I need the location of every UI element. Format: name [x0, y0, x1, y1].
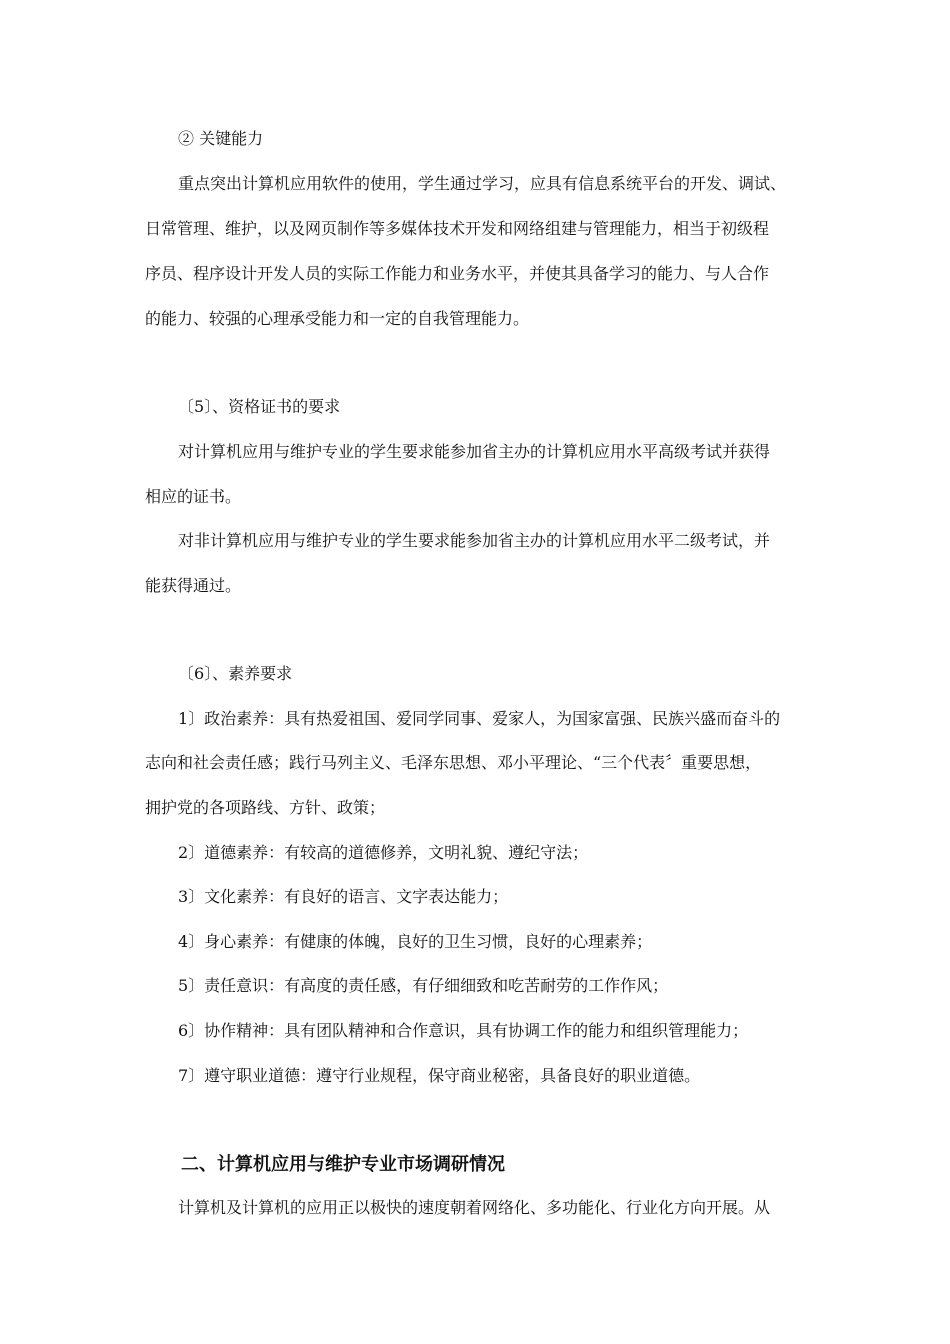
paragraph-line: 相应的证书。 [145, 487, 242, 506]
list-item: 7〕遵守职业道德：遵守行业规程，保守商业秘密，具备良好的职业道德。 [178, 1066, 701, 1085]
subsection-title-certificates: 〔5〕、资格证书的要求 [178, 397, 341, 416]
list-item-line: 1〕政治素养：具有热爱祖国、爱同学同事、爱家人，为国家富强、民族兴盛而奋斗的 [178, 709, 781, 728]
subsection-title-key-abilities: ② 关键能力 [178, 129, 264, 148]
list-item: 6〕协作精神：具有团队精神和合作意识，具有协调工作的能力和组织管理能力； [178, 1021, 749, 1040]
paragraph-line: 日常管理、维护，以及网页制作等多媒体技术开发和网络组建与管理能力，相当于初级程 [145, 219, 770, 238]
list-item: 5〕责任意识：有高度的责任感，有仔细细致和吃苦耐劳的工作作风； [178, 976, 669, 995]
section-heading: 二、计算机应用与维护专业市场调研情况 [181, 1154, 505, 1175]
paragraph-line: 能获得通过。 [145, 576, 242, 595]
list-item-line: 志向和社会责任感；践行马列主义、毛泽东思想、邓小平理论、“三个代表〞重要思想， [145, 753, 762, 772]
list-item: 4〕身心素养：有健康的体魄，良好的卫生习惯，良好的心理素养； [178, 932, 653, 951]
paragraph-line: 计算机及计算机的应用正以极快的速度朝着网络化、多功能化、行业化方向开展。从 [178, 1198, 771, 1217]
paragraph-line: 序员、程序设计开发人员的实际工作能力和业务水平，并使其具备学习的能力、与人合作 [145, 264, 770, 283]
list-item: 2〕道德素养：有较高的道德修养，文明礼貌、遵纪守法； [178, 843, 589, 862]
paragraph-line: 对计算机应用与维护专业的学生要求能参加省主办的计算机应用水平高级考试并获得 [178, 442, 771, 461]
paragraph-line: 的能力、较强的心理承受能力和一定的自我管理能力。 [145, 309, 530, 328]
subsection-title-qualities: 〔6〕、素养要求 [178, 664, 293, 683]
list-item-line: 拥护党的各项路线、方针、政策； [145, 798, 386, 817]
paragraph-line: 对非计算机应用与维护专业的学生要求能参加省主办的计算机应用水平二级考试，并 [178, 531, 771, 550]
list-item: 3〕文化素养：有良好的语言、文字表达能力； [178, 887, 509, 906]
paragraph-line: 重点突出计算机应用软件的使用，学生通过学习，应具有信息系统平台的开发、调试、 [178, 174, 787, 193]
